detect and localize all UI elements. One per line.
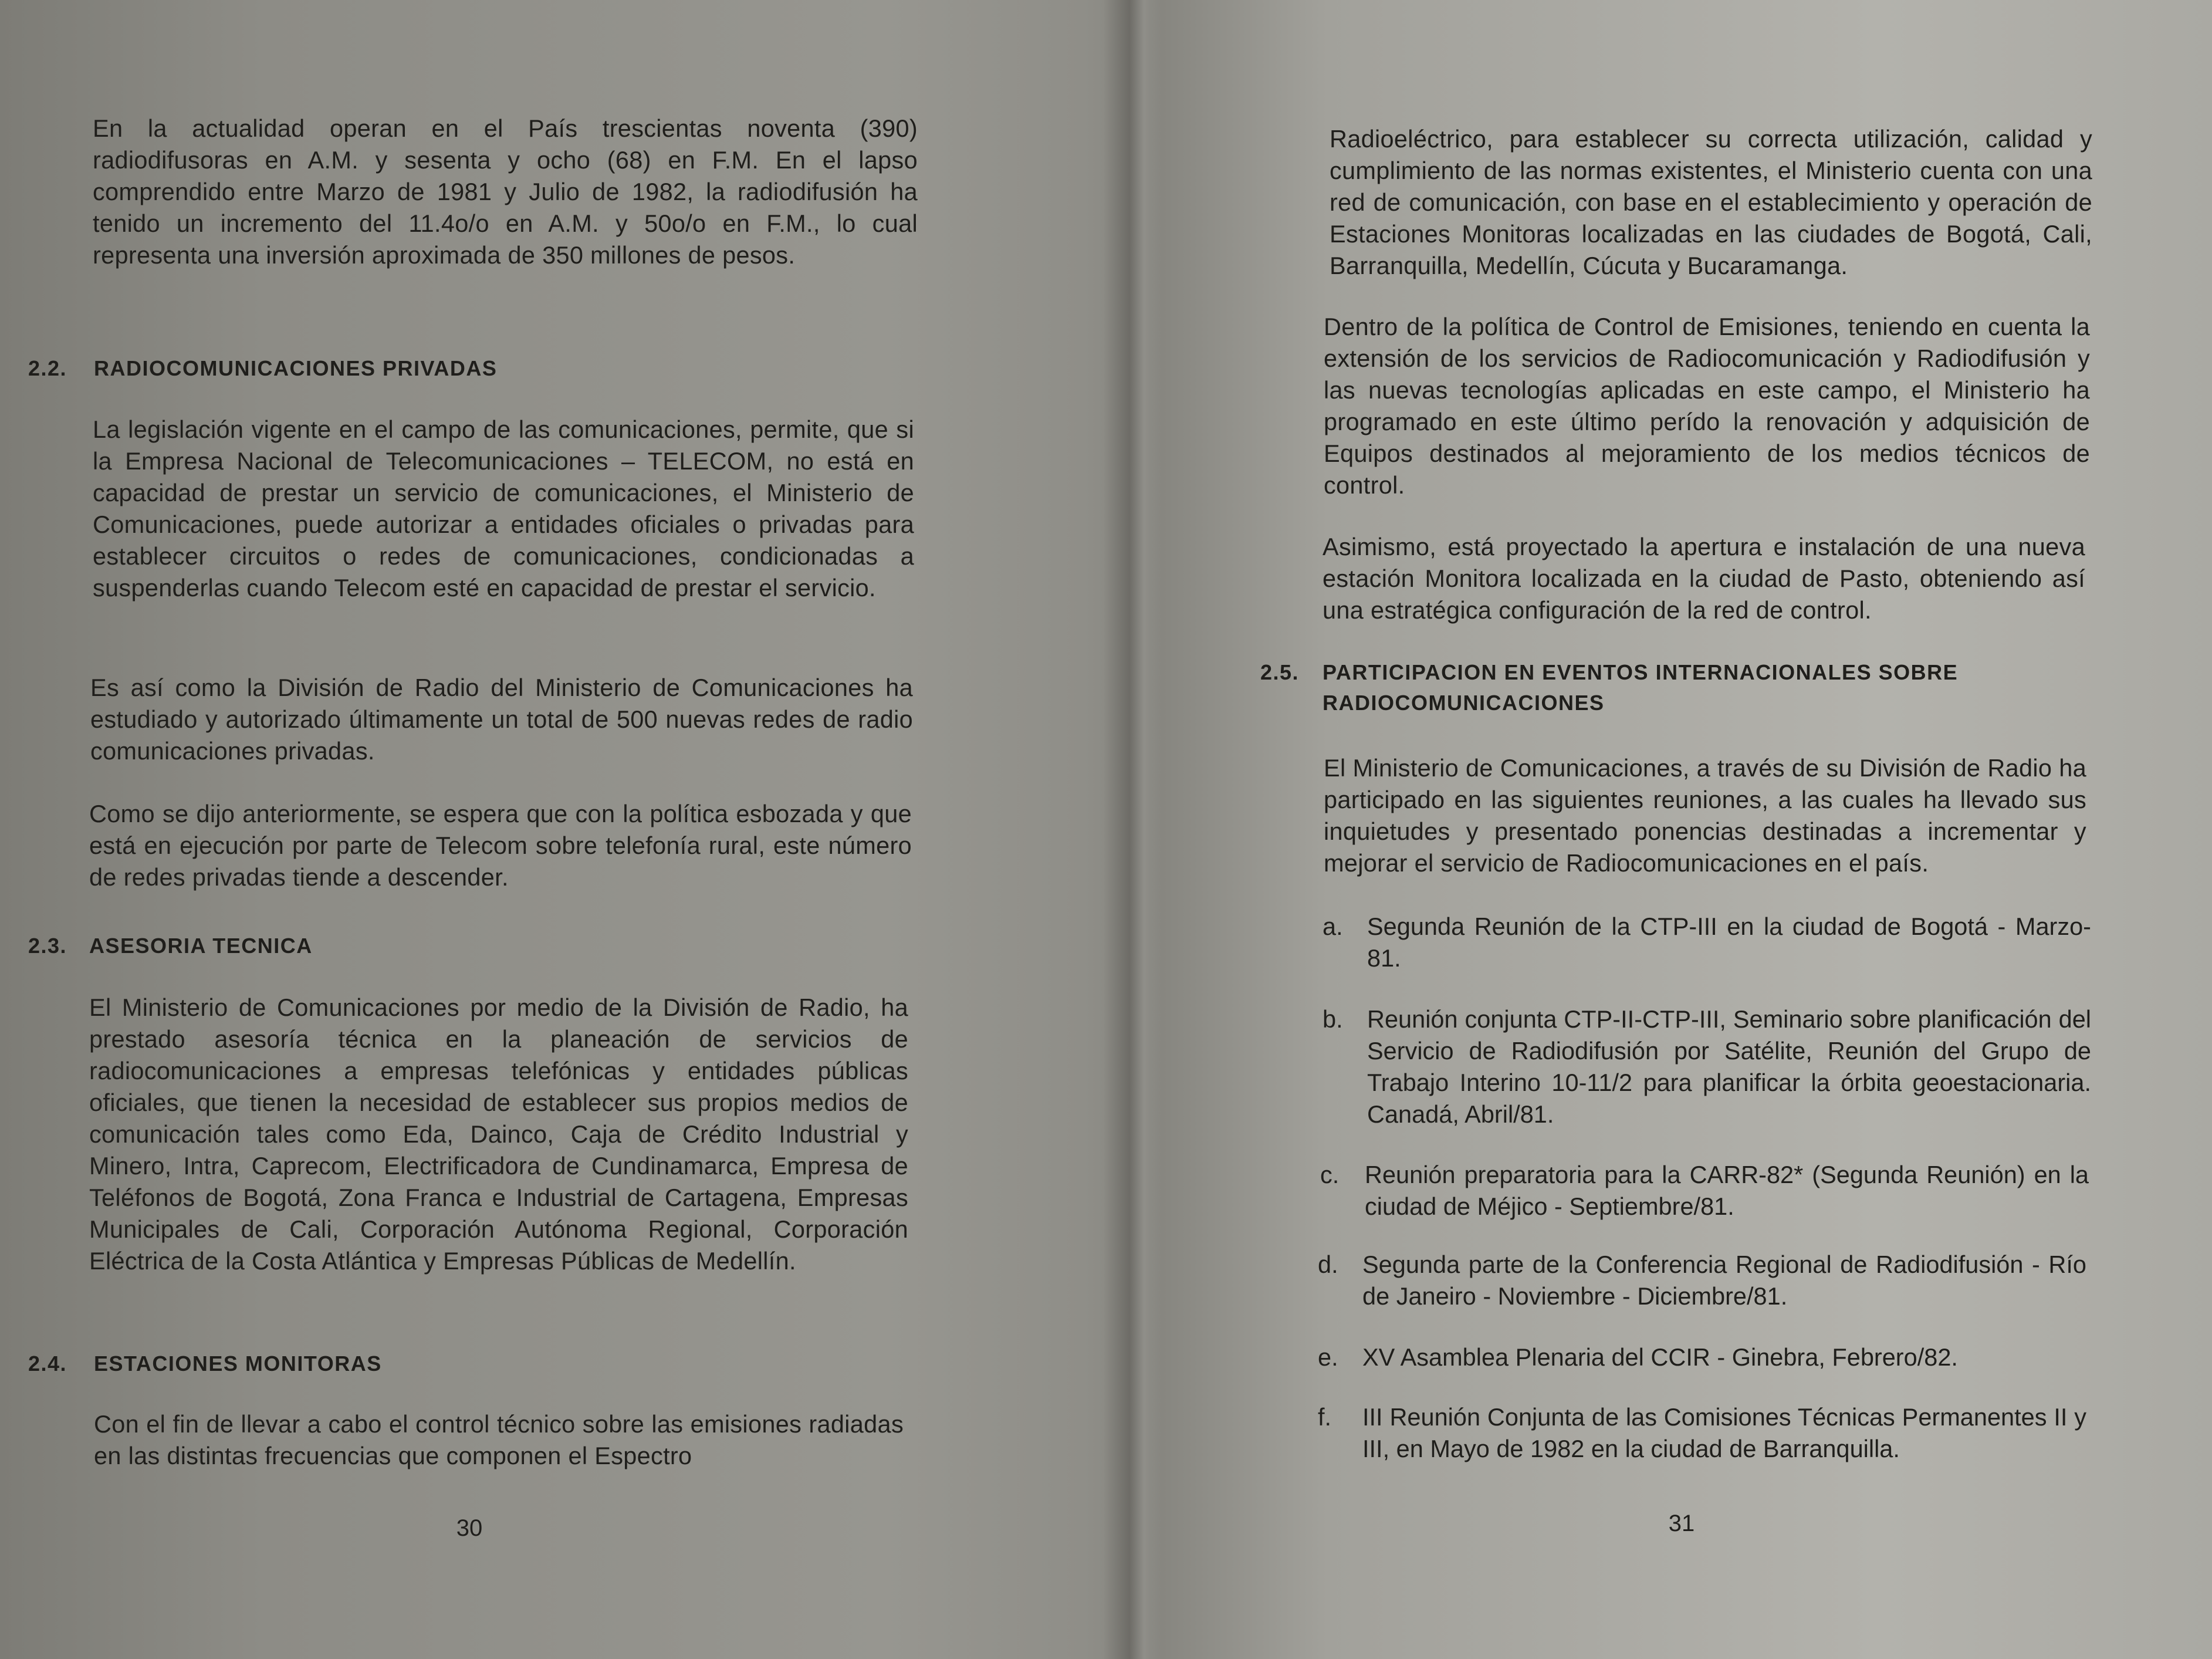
section-number: 2.4. (28, 1351, 67, 1376)
section-heading-2-4 (28, 1349, 908, 1379)
paragraph-estaciones: Con el fin de llevar a cabo el control técnico sobre las emisiones radiadas en las distintas frecuencias que componen el Espectro (94, 1410, 904, 1469)
list-item-letter: a. (1323, 913, 1343, 940)
list-item (1318, 1249, 2086, 1313)
section-heading-2-2 (28, 353, 908, 384)
list-item-letter: d. (1318, 1251, 1338, 1278)
paragraph-participacion: El Ministerio de Comunicaciones, a través de su División de Radio ha participado en las siguientes reuniones, a las cuales ha llevado sus inquietudes y presentado ponencias destinadas a incrementar y mejorar el servicio de Radiocomunicaciones en el país. (1324, 754, 2086, 877)
section-heading-2-3 (28, 931, 908, 961)
page-number-left: 30 (456, 1515, 483, 1541)
list-item-text: Segunda parte de la Conferencia Regional de Radiodifusión - Río de Janeiro - Noviembre - Diciembre/81. (1362, 1251, 2086, 1310)
section-title: ASESORIA TECNICA (89, 934, 313, 958)
right-page (1127, 0, 2212, 1659)
list-item-text: Segunda Reunión de la CTP-III en la ciudad de Bogotá - Marzo-81. (1367, 913, 2091, 972)
page-number-right: 31 (1668, 1511, 1695, 1536)
paragraph-control-emisiones: Dentro de la política de Control de Emisiones, teniendo en cuenta la extensión de los servicios de Radiocomunicación y Radiodifusión y las nuevas tecnologías aplicadas en este campo, el Ministerio ha programado en este último perído la renovación y adquisición de Equipos destinados al mejoramiento de los medios técnicos de control. (1324, 313, 2090, 499)
section-title-line1: PARTICIPACION EN EVENTOS INTERNACIONALES SOBRE (1323, 660, 1959, 684)
section-number: 2.2. (28, 356, 67, 380)
list-item-letter: c. (1320, 1161, 1340, 1188)
list-item-text: XV Asamblea Plenaria del CCIR - Ginebra, Febrero/82. (1362, 1343, 1958, 1371)
paragraph-asesoria: El Ministerio de Comunicaciones por medio de la División de Radio, ha prestado asesoría técnica en la planeación de servicios de radiocomunicaciones a empresas telefónicas y entidades públicas oficiales, que tienen la necesidad de establecer sus propios medios de comunicación tales como Eda, Dainco, Caja de Crédito Industrial y Minero, Intra, Caprecom, Electrificadora de Cundinamarca, Empresa de Teléfonos de Bogotá, Zona Franca e Industrial de Cartagena, Empresas Municipales de Cali, Corporación Autónoma Regional, Corporación Eléctrica de la Costa Atlántica y Empresas Públicas de Medellín. (89, 994, 908, 1275)
list-item (1323, 911, 2091, 975)
section-number: 2.5. (1260, 660, 1300, 684)
list-item (1318, 1401, 2086, 1466)
section-title: RADIOCOMUNICACIONES PRIVADAS (94, 356, 498, 380)
paragraph-legislacion: La legislación vigente en el campo de las comunicaciones, permite, que si la Empresa Nacional de Telecomunicaciones – TELECOM, no está en capacidad de prestar un servicio de comunicaciones, el Ministerio de Comunicaciones, puede autorizar a entidades oficiales o privadas para establecer circuitos o redes de comunicaciones, condicionadas a suspenderlas cuando Telecom esté en capacidad de prestar el servicio. (93, 415, 914, 602)
list-item (1323, 1003, 2091, 1133)
paragraph-continuation: Radioeléctrico, para establecer su correcta utilización, calidad y cumplimiento de las normas existentes, el Ministerio cuenta con una red de comunicación, con base en el establecimiento y operación de Estaciones Monitoras localizadas en las ciudades de Bogotá, Cali, Barranquilla, Medellín, Cúcuta y Bucaramanga. (1330, 125, 2092, 279)
section-title-line2: RADIOCOMUNICACIONES (1323, 691, 1605, 715)
section-heading-2-5 (1260, 657, 2140, 722)
list-item (1318, 1342, 2086, 1374)
paragraph-pasto: Asimismo, está proyectado la apertura e instalación de una nueva estación Monitora localizada en la ciudad de Pasto, obteniendo así una estratégica configuración de la red de control. (1323, 533, 2085, 624)
list-item-letter: f. (1318, 1403, 1332, 1431)
intro-paragraph: En la actualidad operan en el País trescientas noventa (390) radiodifusoras en A.M. y sesenta y ocho (68) en F.M. En el lapso comprendido entre Marzo de 1981 y Julio de 1982, la radiodifusión ha tenido un incremento del 11.4o/o en A.M. y 50o/o en F.M., lo cual representa una inversión aproximada de 350 millones de pesos. (93, 114, 918, 269)
section-number: 2.3. (28, 934, 67, 958)
list-item (1320, 1159, 2089, 1224)
list-item-letter: e. (1318, 1343, 1338, 1371)
list-item-letter: b. (1323, 1005, 1343, 1033)
list-item-text: III Reunión Conjunta de las Comisiones Técnicas Permanentes II y III, en Mayo de 1982 en la ciudad de Barranquilla. (1362, 1403, 2086, 1462)
paragraph-telefonia-rural: Como se dijo anteriormente, se espera que con la política esbozada y que está en ejecución por parte de Telecom sobre telefonía rural, este número de redes privadas tiende a descender. (89, 800, 912, 891)
paragraph-division-radio: Es así como la División de Radio del Ministerio de Comunicaciones ha estudiado y autorizado últimamente un total de 500 nuevas redes de radio comunicaciones privadas. (90, 674, 913, 765)
list-item-text: Reunión preparatoria para la CARR-82* (Segunda Reunión) en la ciudad de Méjico - Septiembre/81. (1365, 1161, 2089, 1220)
section-title: ESTACIONES MONITORAS (94, 1351, 382, 1376)
list-item-text: Reunión conjunta CTP-II-CTP-III, Seminario sobre planificación del Servicio de Radiodifusión por Satélite, Reunión del Grupo de Trabajo Interino 10-11/2 para planificar la órbita geoestacionaria. Canadá, Abril/81. (1367, 1005, 2091, 1128)
